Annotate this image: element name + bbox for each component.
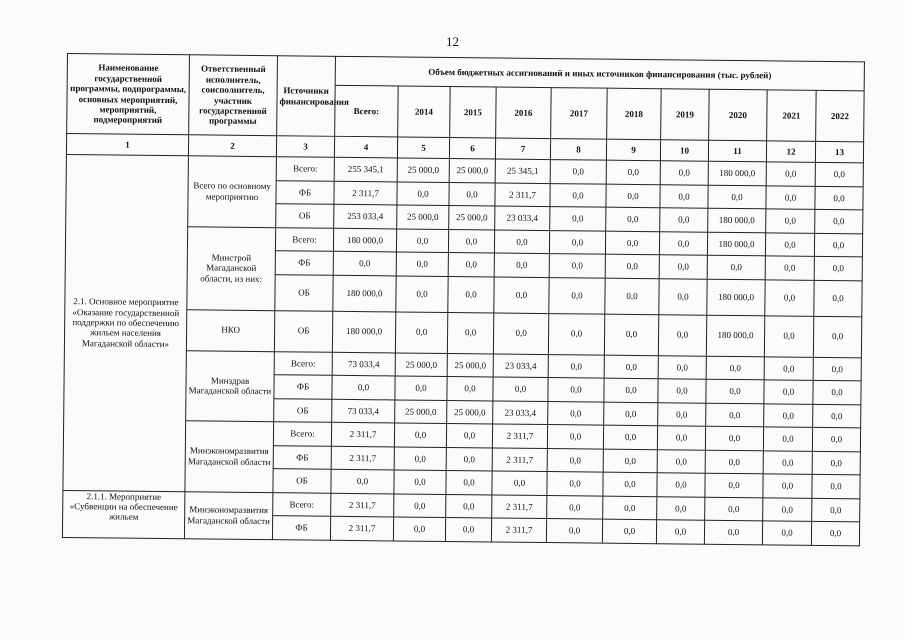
- header-year: 2017: [551, 88, 608, 140]
- value-cell: 0,0: [813, 380, 861, 404]
- value-cell: 0,0: [603, 449, 657, 473]
- value-cell: 0,0: [447, 312, 493, 353]
- value-cell: 0,0: [492, 471, 547, 495]
- value-cell: 25 000,0: [395, 352, 447, 376]
- value-cell: 73 033,4: [332, 352, 395, 376]
- executor-name: Минэкономразвития Магаданской области: [185, 421, 274, 492]
- value-cell: 73 033,4: [332, 399, 395, 423]
- value-cell: 0,0: [765, 279, 814, 316]
- header-total: Всего:: [335, 85, 399, 137]
- value-cell: 0,0: [812, 427, 860, 451]
- source-cell: Всего:: [276, 157, 334, 181]
- value-cell: 2 311,7: [495, 182, 550, 206]
- value-cell: 0,0: [658, 402, 706, 426]
- value-cell: 0,0: [764, 356, 813, 380]
- value-cell: 0,0: [548, 401, 604, 425]
- value-cell: 0,0: [493, 377, 548, 401]
- value-cell: 0,0: [812, 498, 860, 522]
- value-cell: 0,0: [705, 473, 763, 497]
- value-cell: 0,0: [394, 470, 446, 494]
- value-cell: 2 311,7: [331, 446, 394, 470]
- value-cell: 0,0: [546, 519, 602, 543]
- value-cell: 0,0: [706, 403, 764, 427]
- header-year: 2016: [496, 87, 552, 139]
- header-year: 2022: [816, 90, 865, 142]
- value-cell: 180 000,0: [708, 208, 766, 232]
- header-year: 2020: [709, 89, 768, 141]
- executor-name: НКО: [186, 309, 274, 351]
- value-cell: 0,0: [602, 519, 656, 543]
- value-cell: 0,0: [606, 160, 660, 184]
- measure-name: 2.1. Основное мероприятие «Оказание государственной поддержки по обеспечению жильем населения Магаданской области»: [63, 154, 189, 491]
- value-cell: 253 033,4: [334, 204, 397, 228]
- value-cell: 0,0: [547, 425, 603, 449]
- value-cell: 0,0: [603, 472, 657, 496]
- value-cell: 0,0: [547, 472, 603, 496]
- value-cell: 25 000,0: [397, 158, 449, 182]
- value-cell: 0,0: [813, 316, 861, 358]
- value-cell: 0,0: [660, 161, 708, 185]
- header-source: Источники финансирования: [277, 56, 336, 137]
- value-cell: 0,0: [605, 231, 659, 255]
- value-cell: 0,0: [603, 425, 657, 449]
- header-name: Наименование государственной программы, подпрограммы, основных мероприятий, мероприятий, подмероприятий: [67, 54, 190, 135]
- value-cell: 0,0: [763, 497, 812, 521]
- value-cell: 0,0: [815, 162, 863, 186]
- value-cell: 0,0: [446, 470, 492, 494]
- value-cell: 0,0: [448, 229, 494, 253]
- executor-name: Минстрой Магаданской области, из них:: [187, 226, 276, 310]
- value-cell: 0,0: [394, 493, 446, 517]
- header-year: 2018: [607, 88, 662, 140]
- value-cell: 0,0: [814, 233, 862, 257]
- value-cell: 0,0: [659, 231, 707, 255]
- column-number: 12: [766, 141, 815, 163]
- executor-name: Всего по основному мероприятию: [188, 156, 277, 227]
- value-cell: 23 033,4: [493, 353, 548, 377]
- measure-name: 2.1.1. Мероприятие «Субвенции на обеспечение жильем: [62, 490, 184, 538]
- value-cell: 0,0: [705, 426, 763, 450]
- value-cell: 180 000,0: [707, 279, 765, 316]
- value-cell: 25 000,0: [449, 159, 495, 183]
- value-cell: 25 000,0: [449, 206, 495, 230]
- value-cell: 0,0: [814, 256, 862, 280]
- value-cell: 0,0: [446, 447, 492, 471]
- value-cell: 0,0: [394, 423, 446, 447]
- executor-name: Минздрав Магаданской области: [186, 350, 275, 421]
- value-cell: 0,0: [393, 517, 445, 541]
- value-cell: 0,0: [657, 449, 705, 473]
- source-cell: ОБ: [275, 274, 333, 311]
- value-cell: 0,0: [706, 356, 764, 380]
- value-cell: 0,0: [445, 517, 491, 541]
- value-cell: 0,0: [448, 276, 494, 312]
- source-cell: ФБ: [273, 445, 331, 469]
- financing-table: [62, 53, 865, 546]
- value-cell: 0,0: [764, 380, 813, 404]
- header-year: 2019: [661, 89, 710, 140]
- value-cell: 0,0: [763, 474, 812, 498]
- value-cell: 25 000,0: [447, 400, 493, 424]
- value-cell: 0,0: [549, 254, 605, 278]
- value-cell: 0,0: [332, 375, 395, 399]
- value-cell: 2 311,7: [331, 422, 394, 446]
- value-cell: 0,0: [397, 181, 449, 205]
- value-cell: 0,0: [550, 160, 606, 184]
- value-cell: 0,0: [603, 496, 657, 520]
- value-cell: 0,0: [396, 252, 448, 276]
- column-number: 6: [449, 138, 495, 159]
- value-cell: 0,0: [448, 253, 494, 277]
- value-cell: 0,0: [656, 520, 704, 544]
- value-cell: 0,0: [396, 228, 448, 252]
- value-cell: 0,0: [493, 312, 548, 354]
- source-cell: ОБ: [273, 469, 331, 493]
- value-cell: 25 000,0: [447, 353, 493, 377]
- value-cell: 0,0: [494, 276, 549, 313]
- column-number: 1: [66, 134, 188, 156]
- value-cell: 0,0: [765, 232, 814, 256]
- value-cell: 23 033,4: [493, 400, 548, 424]
- value-cell: 0,0: [815, 186, 863, 210]
- source-cell: Всего:: [274, 351, 332, 375]
- value-cell: 0,0: [605, 278, 659, 315]
- source-cell: ФБ: [276, 180, 334, 204]
- value-cell: 0,0: [766, 162, 815, 186]
- source-cell: Всего:: [273, 422, 331, 446]
- header-year: 2021: [767, 90, 817, 142]
- value-cell: 180 000,0: [706, 315, 764, 357]
- value-cell: 0,0: [764, 403, 813, 427]
- value-cell: 0,0: [657, 496, 705, 520]
- source-cell: ФБ: [274, 375, 332, 399]
- value-cell: 0,0: [447, 376, 493, 400]
- value-cell: 2 311,7: [330, 516, 393, 540]
- value-cell: 0,0: [606, 207, 660, 231]
- value-cell: 0,0: [333, 251, 396, 275]
- value-cell: 0,0: [812, 451, 860, 475]
- column-number: 13: [815, 141, 863, 163]
- value-cell: 0,0: [764, 315, 813, 357]
- value-cell: 25 000,0: [397, 205, 449, 229]
- header-volume: Объем бюджетных ассигнований и иных источников финансирования (тыс. рублей): [335, 56, 864, 91]
- value-cell: 0,0: [446, 494, 492, 518]
- value-cell: 0,0: [394, 446, 446, 470]
- source-cell: ФБ: [275, 251, 333, 275]
- source-cell: ОБ: [274, 398, 332, 422]
- value-cell: 0,0: [659, 255, 707, 279]
- value-cell: 0,0: [660, 208, 708, 232]
- value-cell: 0,0: [766, 209, 815, 233]
- value-cell: 0,0: [813, 404, 861, 428]
- value-cell: 0,0: [763, 427, 812, 451]
- header-year: 2014: [398, 86, 451, 138]
- source-cell: ОБ: [276, 204, 334, 228]
- value-cell: 0,0: [331, 469, 394, 493]
- header-executor: Ответственный исполнитель, соисполнитель, участник государственной программы: [189, 55, 278, 136]
- value-cell: 0,0: [658, 379, 706, 403]
- value-cell: 25 000,0: [395, 399, 447, 423]
- value-cell: 0,0: [815, 209, 863, 233]
- value-cell: 0,0: [660, 184, 708, 208]
- page-number: 12: [446, 34, 459, 49]
- value-cell: 180 000,0: [707, 232, 765, 256]
- value-cell: 0,0: [449, 182, 495, 206]
- value-cell: 2 311,7: [492, 494, 547, 518]
- value-cell: 0,0: [658, 355, 706, 379]
- value-cell: 0,0: [659, 278, 707, 315]
- source-cell: ФБ: [272, 516, 330, 540]
- column-number: 7: [495, 138, 550, 160]
- value-cell: 180 000,0: [332, 311, 395, 353]
- value-cell: 2 311,7: [491, 518, 546, 542]
- value-cell: 0,0: [657, 426, 705, 450]
- column-number: 3: [276, 136, 334, 158]
- value-cell: 0,0: [762, 521, 811, 545]
- value-cell: 0,0: [446, 423, 492, 447]
- value-cell: 180 000,0: [333, 228, 396, 252]
- value-cell: 0,0: [604, 402, 658, 426]
- column-number: 4: [334, 136, 397, 158]
- value-cell: 0,0: [548, 378, 604, 402]
- source-cell: Всего:: [273, 492, 331, 516]
- value-cell: 0,0: [763, 450, 812, 474]
- executor-name: Минэкономразвития Магаданской области: [184, 491, 272, 539]
- value-cell: 0,0: [704, 520, 762, 544]
- value-cell: 0,0: [604, 355, 658, 379]
- value-cell: 0,0: [494, 253, 549, 277]
- value-cell: 0,0: [604, 314, 658, 356]
- value-cell: 2 311,7: [331, 493, 394, 517]
- value-cell: 0,0: [604, 378, 658, 402]
- column-number: 8: [550, 139, 606, 161]
- header-year: 2015: [450, 87, 497, 138]
- value-cell: 255 345,1: [334, 157, 397, 181]
- value-cell: 0,0: [494, 229, 549, 253]
- value-cell: 0,0: [606, 184, 660, 208]
- value-cell: 0,0: [547, 448, 603, 472]
- value-cell: 0,0: [813, 357, 861, 381]
- value-cell: 0,0: [812, 474, 860, 498]
- column-number: 2: [188, 135, 276, 157]
- value-cell: 0,0: [396, 275, 448, 312]
- value-cell: 0,0: [550, 207, 606, 231]
- value-cell: 2 311,7: [492, 447, 547, 471]
- value-cell: 2 311,7: [492, 424, 547, 448]
- source-cell: ОБ: [274, 310, 332, 352]
- value-cell: 0,0: [548, 354, 604, 378]
- column-number: 9: [606, 139, 660, 161]
- value-cell: 180 000,0: [333, 275, 396, 312]
- source-cell: Всего:: [275, 227, 333, 251]
- value-cell: 0,0: [550, 183, 606, 207]
- value-cell: 0,0: [657, 473, 705, 497]
- column-number: 10: [660, 140, 708, 162]
- value-cell: 25 345,1: [495, 159, 550, 183]
- value-cell: 0,0: [814, 280, 862, 317]
- value-cell: 0,0: [605, 254, 659, 278]
- value-cell: 0,0: [658, 314, 706, 356]
- value-cell: 23 033,4: [495, 206, 550, 230]
- value-cell: 0,0: [706, 379, 764, 403]
- value-cell: 0,0: [395, 311, 447, 353]
- value-cell: 0,0: [811, 521, 859, 545]
- value-cell: 0,0: [707, 255, 765, 279]
- value-cell: 0,0: [547, 495, 603, 519]
- value-cell: 0,0: [549, 230, 605, 254]
- value-cell: 0,0: [395, 376, 447, 400]
- value-cell: 0,0: [766, 185, 815, 209]
- value-cell: 0,0: [708, 185, 766, 209]
- value-cell: 0,0: [705, 497, 763, 521]
- value-cell: 2 311,7: [334, 181, 397, 205]
- column-number: 11: [708, 140, 766, 162]
- value-cell: 0,0: [548, 313, 604, 355]
- value-cell: 180 000,0: [708, 161, 766, 185]
- column-number: 5: [397, 137, 449, 159]
- value-cell: 0,0: [549, 277, 605, 314]
- value-cell: 0,0: [705, 450, 763, 474]
- value-cell: 0,0: [765, 256, 814, 280]
